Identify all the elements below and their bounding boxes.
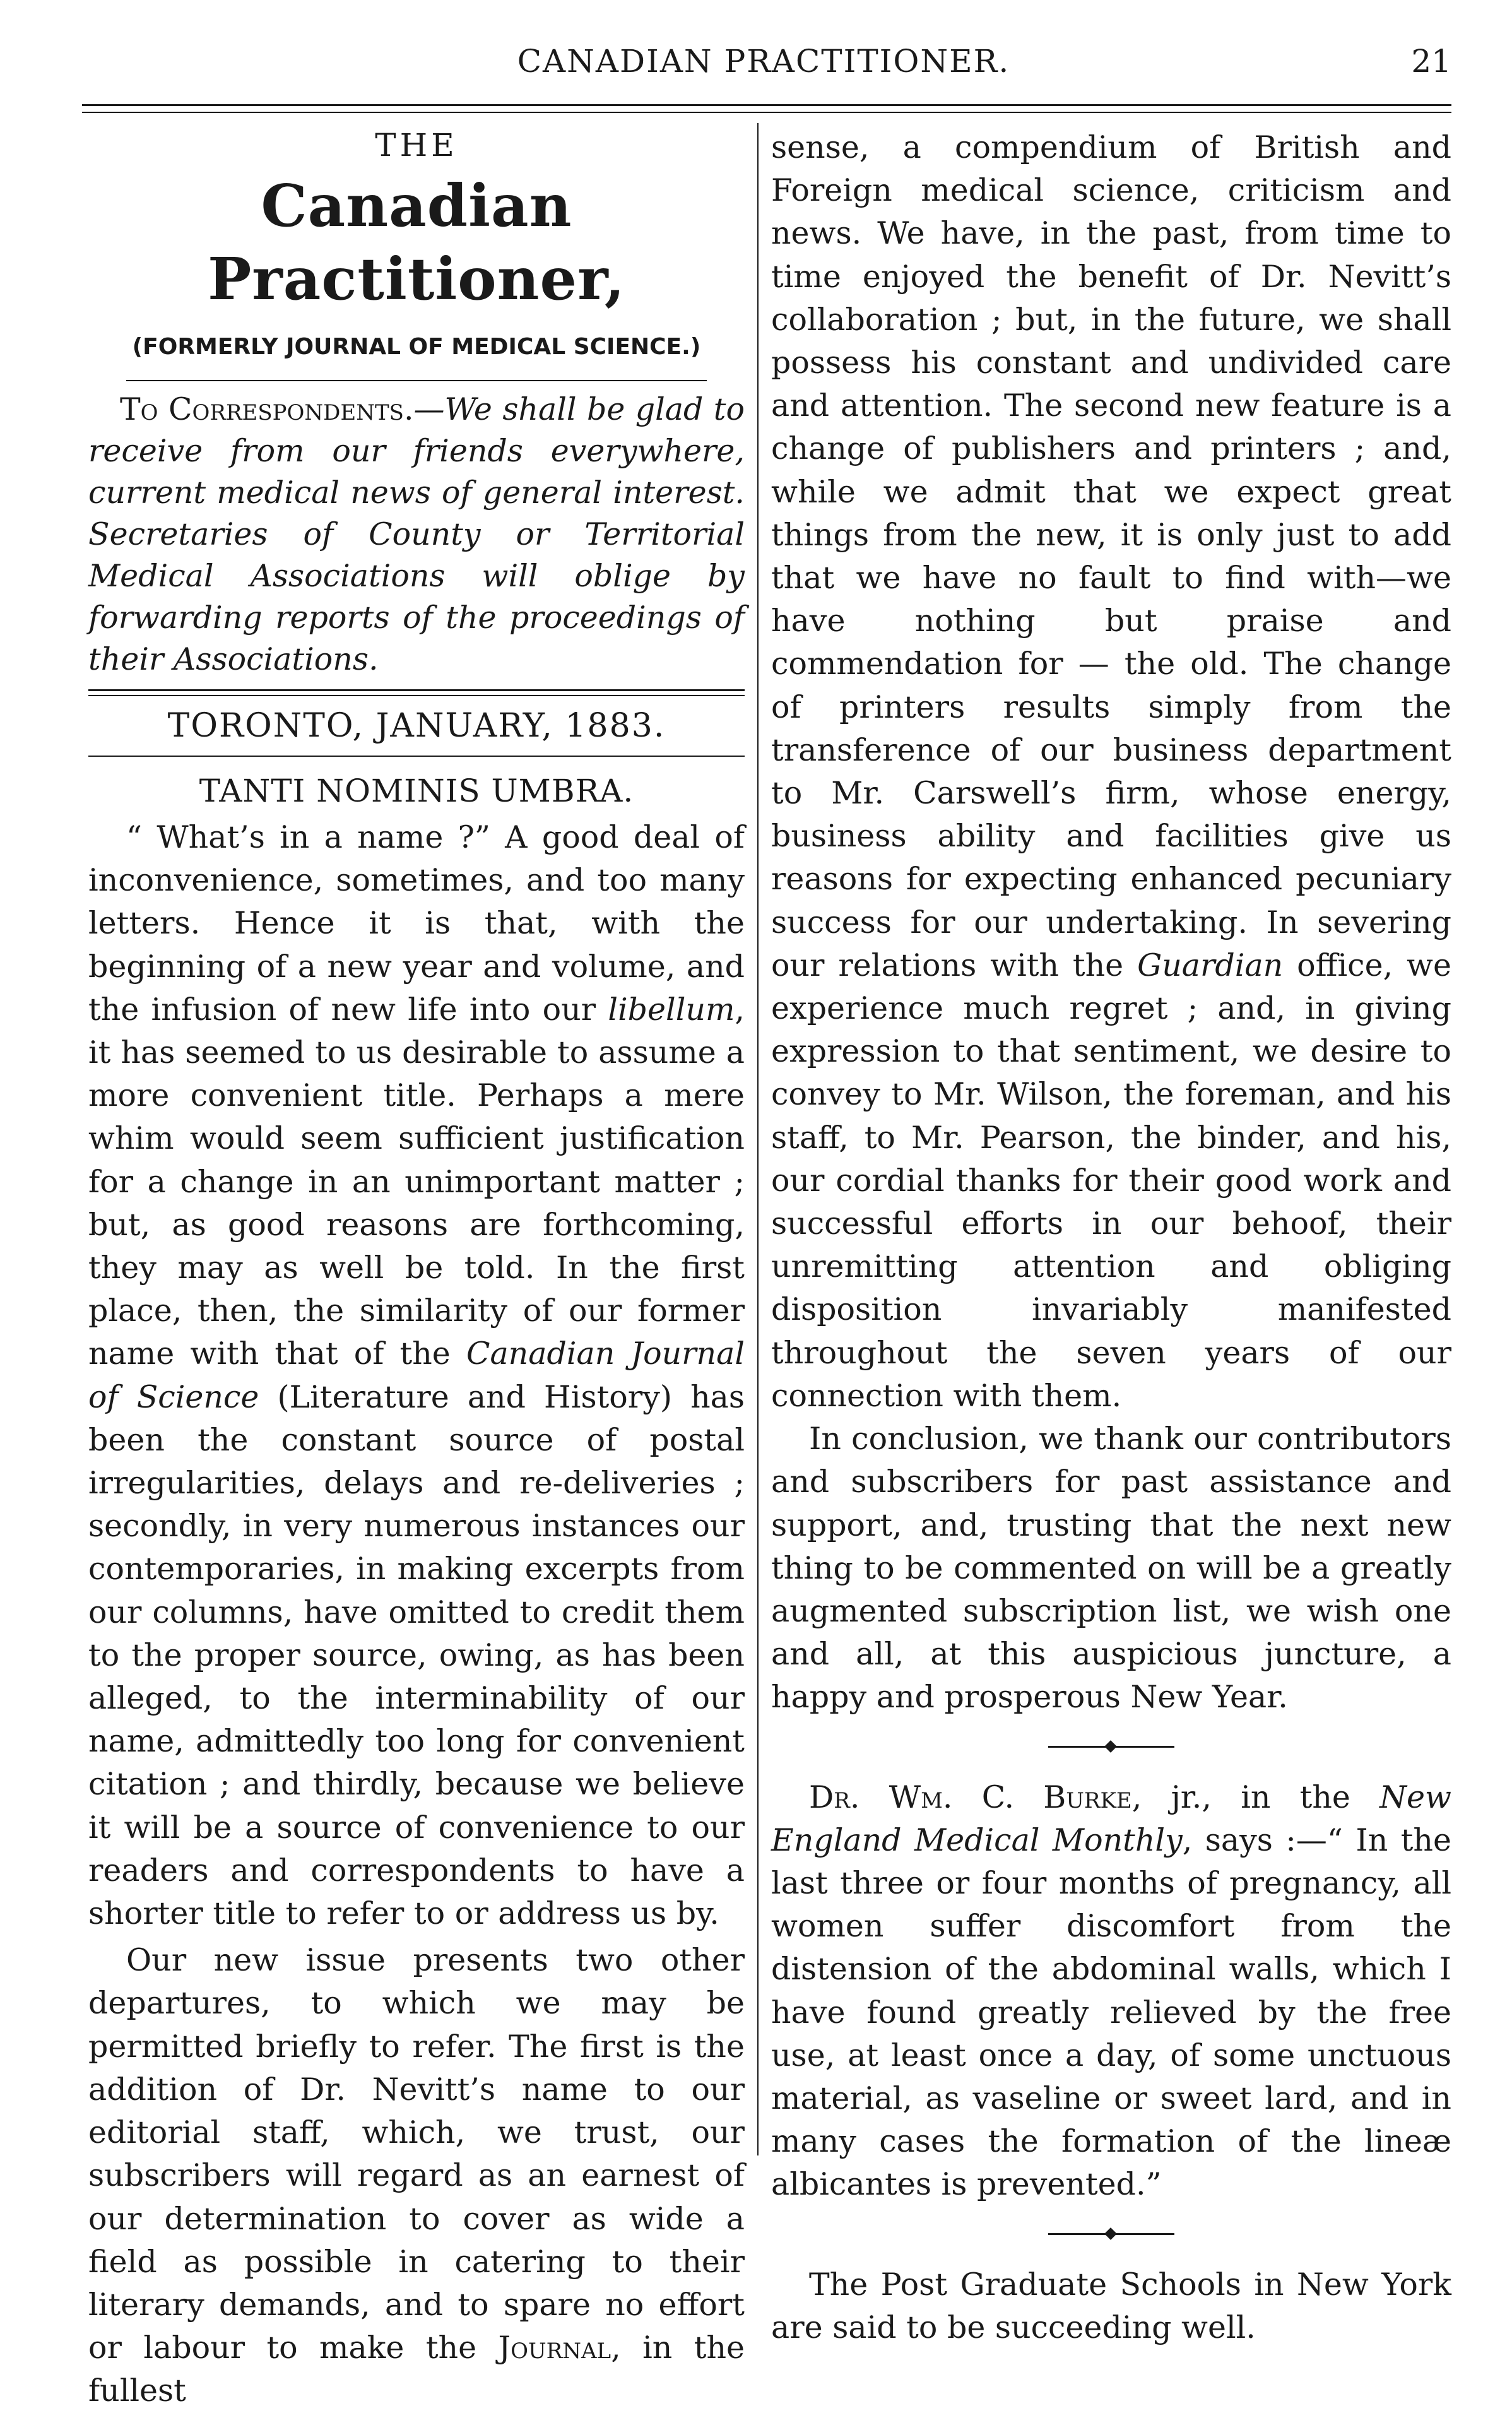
burke-text-b: , says :—“ In the last three or four months of pregnancy, all women suffer discomfort from the distension of the abdominal walls, which I have found greatly relieved by the free use, at least once a day, of some unctuous material, as vaseline or sweet lard, and in many cases the formation of the lineæ albicantes is prevented.” xyxy=(771,1822,1451,2203)
p2-italic-guardian: Guardian xyxy=(1137,947,1284,983)
masthead-subtitle: (FORMERLY JOURNAL OF MEDICAL SCIENCE.) xyxy=(132,334,701,360)
correspondents-notice xyxy=(88,389,745,680)
article-paragraph-2 xyxy=(88,1939,745,2412)
article-paragraph-3: In conclusion, we thank our contributors and subscribers for past assistance and support, and, trusting that the next new thing to be commented on will be a greatly augmented subscription list, we wish one and all, at this auspicious juncture, a happy and prosperous New Year. xyxy=(771,1421,1451,1716)
section-ornament xyxy=(771,1726,1451,1770)
masthead-rule xyxy=(126,380,707,381)
burke-text-a: , jr., in the xyxy=(1131,1779,1380,1815)
burke-name: Dr. Wm. C. Burke xyxy=(809,1779,1132,1815)
dateline-rule xyxy=(88,756,745,757)
header-rule xyxy=(82,104,1451,113)
left-column xyxy=(88,126,745,2409)
right-column xyxy=(771,126,1451,2345)
column-divider xyxy=(757,123,759,2155)
p1-text-a: “ What’s in a name ?” A good deal of inconvenience, sometimes, and too many letters. Hence it is that, with the beginning of a new year and volume, and the infusion of new life into our xyxy=(88,819,745,1028)
p1-italic-libellum: libellum xyxy=(608,991,735,1028)
article-paragraph-1 xyxy=(88,816,745,1935)
p2-text-a: Our new issue presents two other departures, to which we may be permitted briefly to refer. The first is the addition of Dr. Nevitt’s name to our editorial staff, which, we trust, our subscribers will regard as an earnest of our determination to cover as wide a field as possible in catering to their literary demands, and to spare no effort or labour to make the xyxy=(88,1942,745,2366)
p1-text-c: (Literature and History) has been the constant source of postal irregularities, delays and re-deliveries ; secondly, in very numerous instances our contemporaries, in making excerpts from our columns, have omitted to credit them to the proper source, owing, as has been alleged, to the interminability of our name, admittedly too long for convenient citation ; and thirdly, because we believe it will be a source of convenience to our readers and correspondents to have a shorter title to refer to or address us by. xyxy=(88,1378,745,1932)
p2-text-b: sense, a compendium of British and Foreign medical science, criticism and news. We have, in the past, from time to time enjoyed the benefit of Dr. Nevitt’s collaboration ; but, in the future, we shall possess his constant and undivided care and attention. The second new feature is a change of publishers and printers ; and, while we admit that we expect great things from the new, it is only just to add that we have no fault to find with—we have nothing but praise and commendation for — the old. The change of printers results simply from the transference of our business department to Mr. Carswell’s firm, whose energy, business ability and facilities give us reasons for expecting enhanced pecuniary success for our undertaking. In severing our relations with the xyxy=(771,129,1451,983)
p2-text-c: office, we experience much regret ; and, in giving expression to that sentiment, we desire to convey to Mr. Wilson, the foreman, and his staff, to Mr. Pearson, the binder, and his, our cordial thanks for their good work and successful efforts in our behoof, their unremitting attention and obliging disposition invariably manifested throughout the seven years of our connection with them. xyxy=(771,947,1451,1414)
masthead-the: THE xyxy=(375,127,458,163)
masthead-title: Canadian Practitioner, xyxy=(208,172,625,313)
p1-text-b: , it has seemed to us desirable to assume a more convenient title. Perhaps a mere whim would seem sufficient justification for a change in an unimportant matter ; but, as good reasons are forthcoming, they may as well be told. In the first place, then, the similarity of our former name with that of the xyxy=(88,991,745,1372)
article-title: TANTI NOMINIS UMBRA. xyxy=(199,773,634,809)
notice-lead: To Correspondents. xyxy=(120,391,414,427)
section-ornament-2 xyxy=(771,2213,1451,2257)
burke-note xyxy=(771,1776,1451,2207)
p2-journal-name: Journal xyxy=(498,2330,611,2366)
dateline: TORONTO, JANUARY, 1883. xyxy=(167,707,666,745)
p1-italic-journal: Canadian Journal of Science xyxy=(88,1336,745,1415)
running-head xyxy=(76,38,1451,101)
article-paragraph-2-continued xyxy=(771,126,1451,1418)
p2-text-b-left: , in the fullest xyxy=(88,2330,745,2409)
running-title: CANADIAN PRACTITIONER. xyxy=(517,43,1010,80)
notice-body: —We shall be glad to receive from our friends everywhere, current medical news of general interest. Secretaries of County or Territorial Medical Associations will oblige by forwarding reports of the proceedings of their Associations. xyxy=(88,391,745,677)
notice-rule xyxy=(88,689,745,696)
post-graduate-note: The Post Graduate Schools in New York are said to be succeeding well. xyxy=(771,2266,1451,2345)
page-number: 21 xyxy=(1411,43,1451,80)
burke-journal: New England Medical Monthly xyxy=(771,1779,1451,1858)
